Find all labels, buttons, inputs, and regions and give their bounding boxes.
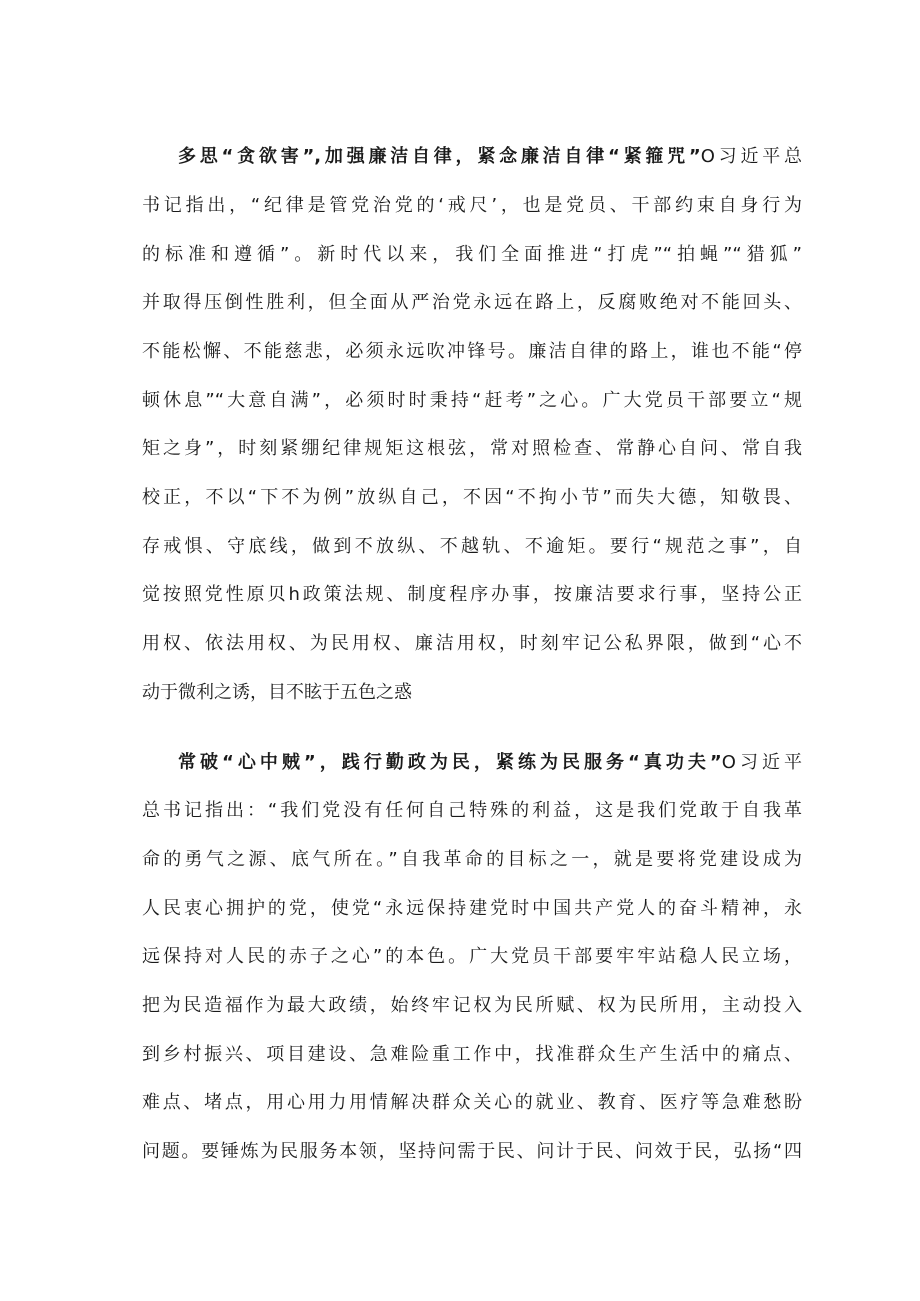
paragraph-line: 人民衷心拥护的党，使党“永远保持建党时中国共产党人的奋斗精神，永 [142, 898, 802, 919]
paragraph-line: 书记指出，“纪律是管党治党的‘戒尺’，也是党员、干部约束自身行为 [142, 195, 802, 216]
paragraph-line: 不能松懈、不能慈悲，必须永远吹冲锋号。廉洁自律的路上，谁也不能“停 [142, 341, 802, 362]
paragraph-line: 难点、堵点，用心用力用情解决群众关心的就业、教育、医疗等急难愁盼 [142, 1092, 802, 1113]
paragraph-text: O习近平总 [700, 146, 802, 167]
paragraph-lead: 常破“心中贼”，践行勤政为民，紧练为民服务“真功夫” [178, 752, 722, 773]
paragraph-line: 把为民造福作为最大政绩，始终牢记权为民所赋、权为民所用，主动投入 [142, 995, 802, 1016]
paragraph-line: 到乡村振兴、项目建设、急难险重工作中，找准群众生产生活中的痛点、 [142, 1044, 802, 1065]
paragraph-line: 校正，不以“下不为例”放纵自己，不因“不拘小节”而失大德，知敬畏、 [142, 487, 802, 508]
paragraph-line: 存戒惧、守底线，做到不放纵、不越轨、不逾矩。要行“规范之事”，自 [142, 536, 802, 557]
paragraph-line: 并取得压倒性胜利，但全面从严治党永远在路上，反腐败绝对不能回头、 [142, 292, 802, 313]
paragraph-line [178, 754, 802, 772]
paragraph-line: 命的勇气之源、底气所在。”自我革命的目标之一，就是要将党建设成为 [142, 849, 802, 870]
paragraph-line: 的标准和遵循”。新时代以来，我们全面推进“打虎”“拍蝇”“猎狐” [142, 244, 802, 265]
paragraph-line: 矩之身”，时刻紧绷纪律规矩这根弦，常对照检查、常静心自问、常自我 [142, 438, 802, 459]
paragraph-line [178, 148, 802, 166]
paragraph-text: O习近平 [721, 752, 802, 773]
paragraph-line: 总书记指出：“我们党没有任何自己特殊的利益，这是我们党敢于自我革 [142, 800, 802, 821]
paragraph-line: 觉按照党性原贝h政策法规、制度程序办事，按廉洁要求行事，坚持公正 [142, 584, 802, 605]
paragraph-line: 动于微利之诱，目不眩于五色之惑 [142, 682, 412, 703]
paragraph-line: 远保持对人民的赤子之心”的本色。广大党员干部要牢牢站稳人民立场， [142, 946, 802, 967]
paragraph-line: 顿休息”“大意自满”，必须时时秉持“赶考”之心。广大党员干部要立“规 [142, 390, 802, 411]
paragraph-lead: 多思“贪欲害”,加强廉洁自律，紧念廉洁自律“紧箍咒” [178, 146, 701, 167]
paragraph-line: 用权、依法用权、为民用权、廉洁用权，时刻牢记公私界限，做到“心不 [142, 633, 802, 654]
paragraph-line: 问题。要锤炼为民服务本领，坚持问需于民、问计于民、问效于民，弘扬“四 [142, 1141, 802, 1162]
